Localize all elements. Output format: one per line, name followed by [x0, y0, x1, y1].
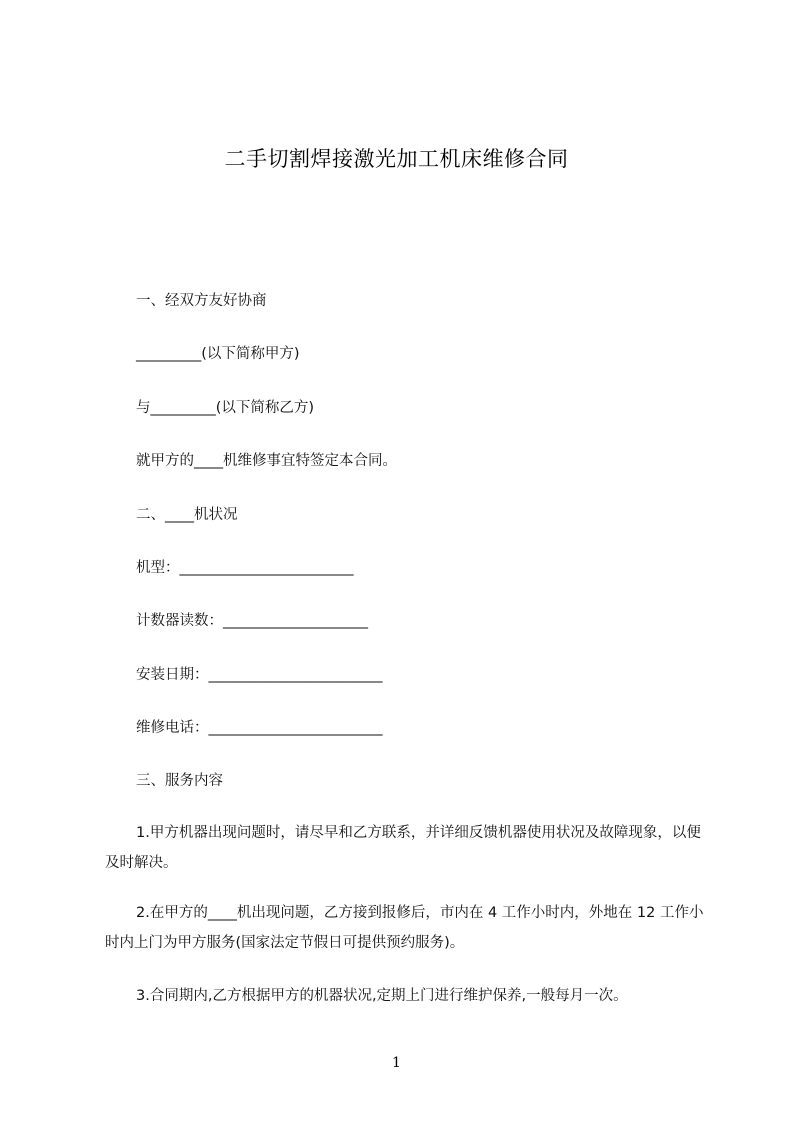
service-item-2: 2.在甲方的____机出现问题，乙方接到报修后，市内在 4 工作小时内，外地在 12 工作小时内上门为甲方服务(国家法定节假日可提供预约服务)。 — [105, 905, 704, 951]
section-1-heading: 一、经双方友好协商 — [136, 293, 267, 309]
purpose-line: 就甲方的____机维修事宜特签定本合同。 — [136, 453, 397, 469]
section-3-heading: 三、服务内容 — [136, 773, 223, 789]
service-item-1: 1.甲方机器出现问题时，请尽早和乙方联系，并详细反馈机器使用状况及故障现象，以便及时解决。 — [105, 825, 701, 871]
counter-reading-field: 计数器读数：____________________ — [136, 613, 368, 629]
repair-phone-field: 维修电话：________________________ — [136, 720, 383, 736]
document-title: 二手切割焊接激光加工机床维修合同 — [224, 147, 569, 171]
party-b-line: 与_________(以下简称乙方) — [136, 400, 315, 416]
page-number: 1 — [392, 1055, 401, 1071]
section-2-heading: 二、____机状况 — [136, 507, 238, 523]
service-item-3: 3.合同期内,乙方根据甲方的机器状况,定期上门进行维护保养,一般每月一次。 — [136, 988, 628, 1004]
party-a-line: _________(以下简称甲方) — [136, 346, 300, 362]
install-date-field: 安装日期：________________________ — [136, 667, 383, 683]
model-field: 机型：________________________ — [136, 560, 354, 576]
